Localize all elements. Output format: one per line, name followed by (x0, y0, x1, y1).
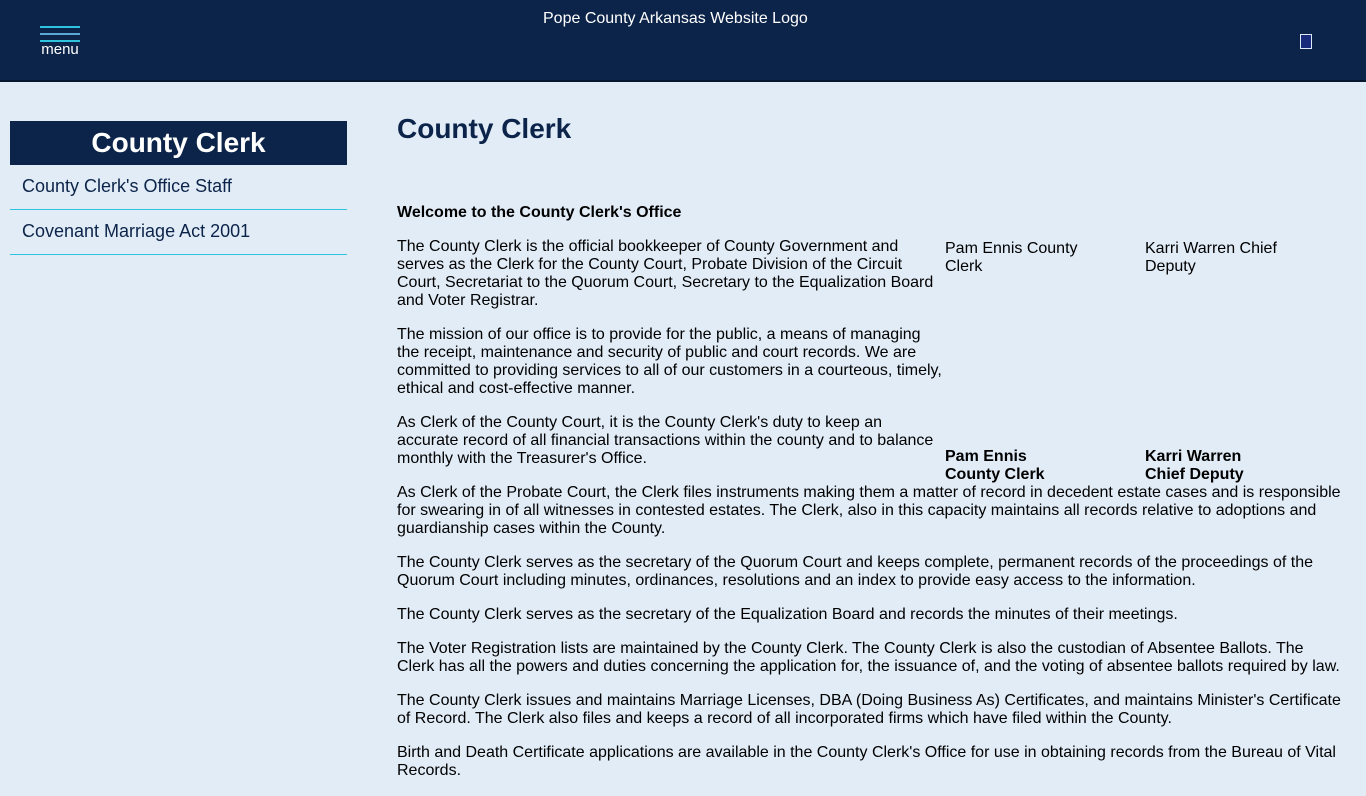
paragraph: The County Clerk is the official bookkeeper of County Government and serves as the Clerk for the County Court, Probate Division of the Circuit Court, Secretariat to the Quorum Court, Secretary to the Equalization Board and Voter Registrar. (397, 238, 934, 309)
staff-name: Karri Warren (1145, 448, 1242, 465)
search-icon[interactable] (1300, 34, 1312, 49)
staff-name: Pam Ennis (945, 448, 1027, 465)
staff-photos (945, 240, 1345, 483)
hamburger-icon (40, 26, 80, 28)
menu-label: menu (41, 41, 79, 58)
site-logo[interactable]: Pope County Arkansas Website Logo (543, 10, 808, 27)
paragraph: The Voter Registration lists are maintained by the County Clerk. The County Clerk is also the custodian of Absentee Ballots. The Clerk has all the powers and duties concerning the application for, the issuance of, and the voting of absentee ballots required by law. (397, 640, 1340, 675)
hamburger-bar (40, 33, 80, 35)
paragraph: The County Clerk serves as the secretary of the Quorum Court and keeps complete, permanent records of the proceedings of the Quorum Court including minutes, ordinances, resolutions and an index to provide easy access to the information. (397, 554, 1314, 589)
sidebar-item-office-staff[interactable]: County Clerk's Office Staff (10, 165, 347, 210)
staff-photo: Pam Ennis County Clerk (945, 240, 1078, 275)
sidebar (10, 121, 347, 255)
staff-photo: Karri Warren Chief Deputy (1145, 240, 1277, 275)
staff-role: County Clerk (945, 466, 1045, 483)
sidebar-item-covenant-marriage[interactable]: Covenant Marriage Act 2001 (10, 210, 347, 255)
main-content (397, 112, 1345, 796)
page-title: County Clerk (397, 113, 572, 144)
paragraph: As Clerk of the County Court, it is the County Clerk's duty to keep an accurate record of all financial transactions within the county and to balance monthly with the Treasurer's Office. (397, 414, 934, 467)
paragraph: As Clerk of the Probate Court, the Clerk files instruments making them a matter of record in decedent estate cases and is responsible for swearing in of all witnesses in contested estates. The Clerk, also in this capacity maintains all records relative to adoptions and guardianship cases within the County. (397, 484, 1341, 537)
staff-role: Chief Deputy (1145, 466, 1244, 483)
site-header (0, 0, 1366, 82)
paragraph: Birth and Death Certificate applications are available in the County Clerk's Office for use in obtaining records from the Bureau of Vital Records. (397, 744, 1336, 779)
staff-card (1145, 240, 1345, 483)
menu-button[interactable] (40, 26, 80, 58)
staff-card (945, 240, 1145, 483)
paragraph: The mission of our office is to provide for the public, a means of managing the receipt, maintenance and security of public and court records. We are committed to providing services to all of our customers in a courteous, timely, ethical and cost-effective manner. (397, 326, 942, 397)
paragraph: The County Clerk issues and maintains Marriage Licenses, DBA (Doing Business As) Certificates, and maintains Minister's Certificate of Record. The Clerk also files and keeps a record of all incorporated firms which have filed within the County. (397, 692, 1341, 727)
sidebar-title: County Clerk (10, 121, 347, 165)
paragraph: The County Clerk serves as the secretary of the Equalization Board and records the minutes of their meetings. (397, 606, 1178, 623)
welcome-heading: Welcome to the County Clerk's Office (397, 204, 682, 221)
